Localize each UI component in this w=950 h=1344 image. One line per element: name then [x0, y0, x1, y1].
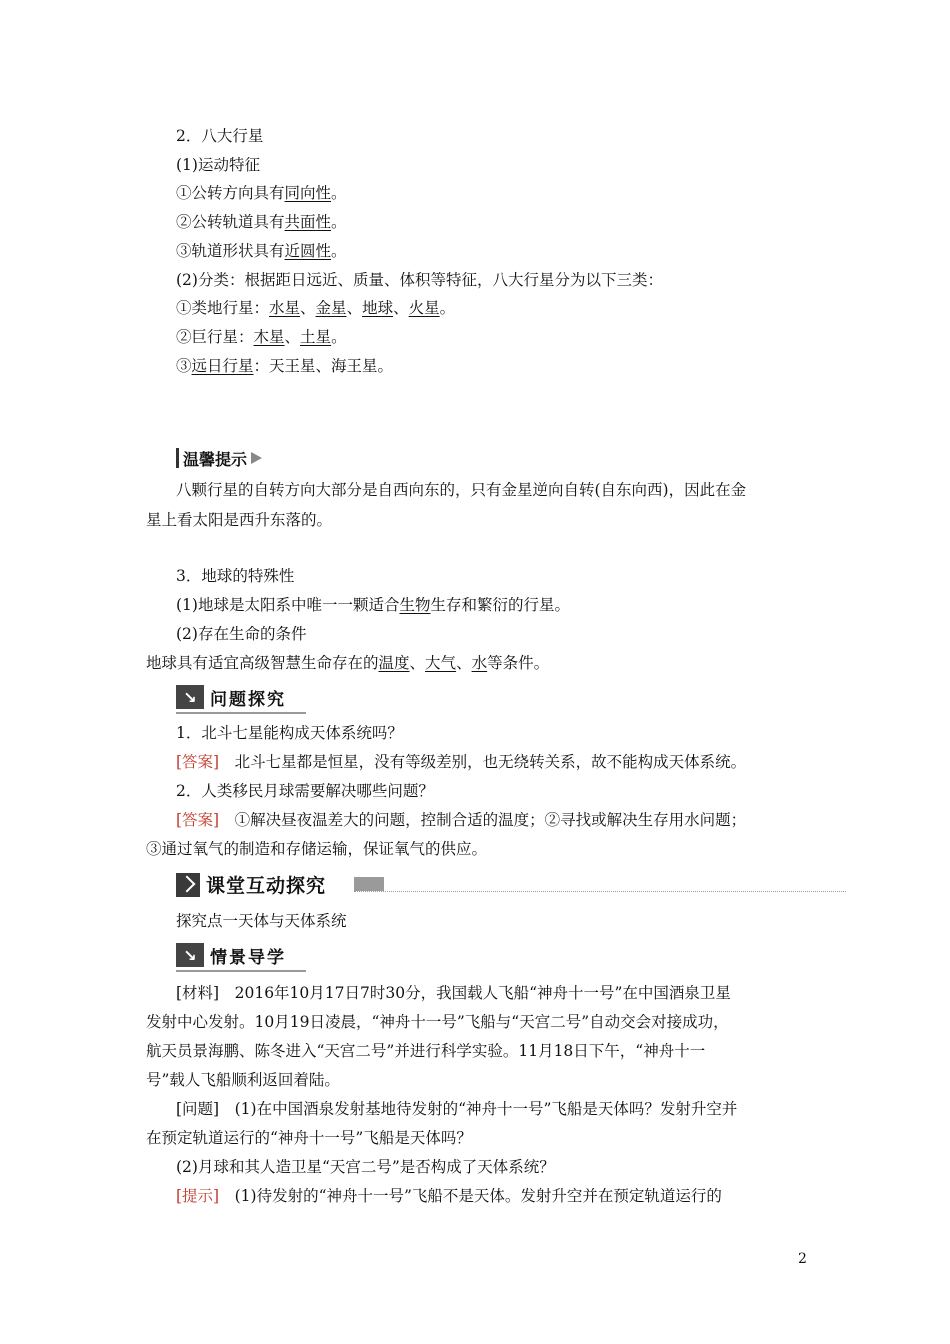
class-terrestrial: ①类地行星：水星、金星、地球、火星。 — [176, 299, 456, 317]
earth-p3: 地球具有适宜高级智慧生命存在的温度、大气、水等条件。 — [146, 654, 550, 672]
earth-p1: (1)地球是太阳系中唯一一颗适合生物生存和繁衍的行星。 — [176, 596, 570, 614]
triangle-right-icon — [251, 452, 262, 464]
tip-text-2: 星上看太阳是西升东落的。 — [146, 511, 333, 529]
material-line4: 号”载人飞船顺利返回着陆。 — [146, 1071, 340, 1089]
section-arrow-icon — [176, 873, 200, 897]
arrow-icon: ↘ — [176, 943, 204, 967]
class-giant: ②巨行星：木星、土星。 — [176, 328, 347, 346]
question-1: 1．北斗七星能构成天体系统吗？ — [176, 724, 403, 742]
hint-line1: [提示] (1)待发射的“神舟十一号”飞船不是天体。发射升空并在预定轨道运行的 — [176, 1187, 722, 1205]
question-2: 2．人类移民月球需要解决哪些问题？ — [176, 782, 434, 800]
answer-2-line1: [答案] ①解决昼夜温差大的问题，控制合适的温度；②寻找或解决生存用水问题； — [176, 811, 747, 829]
class-far: ③远日行星：天王星、海王星。 — [176, 357, 394, 375]
heading-eight-planets: 2．八大行星 — [176, 127, 264, 145]
scene-guide-header: ↘ 情景导学 — [176, 941, 286, 969]
arrow-icon: ↘ — [176, 685, 204, 709]
question-explore-header: ↘ 问题探究 — [176, 683, 286, 711]
page-number: 2 — [798, 1251, 807, 1267]
material-line1: [材料] 2016年10月17日7时30分，我国载人飞船“神舟十一号”在中国酒泉卫星 — [176, 984, 731, 1002]
motion-features: (1)运动特征 — [176, 156, 260, 174]
answer-1: [答案] 北斗七星都是恒星，没有等级差别，也无绕转关系，故不能构成天体系统。 — [176, 753, 747, 771]
tip-text-1: 八颗行星的自转方向大部分是自西向东的，只有金星逆向自转(自东向西)，因此在金 — [176, 481, 747, 499]
section-header: 课堂互动探究 — [176, 871, 846, 899]
answer-2-line2: ③通过氧气的制造和存储运输，保证氧气的供应。 — [146, 840, 488, 858]
tip-bar-icon — [176, 448, 179, 468]
feature-2: ②公转轨道具有共面性。 — [176, 213, 347, 231]
classification: (2)分类：根据距日远近、质量、体积等特征，八大行星分为以下三类： — [176, 271, 663, 289]
problem-line1: [问题] (1)在中国酒泉发射基地待发射的“神舟十一号”飞船是天体吗？发射升空并 — [176, 1100, 738, 1118]
problem-line3: (2)月球和其人造卫星“天宫二号”是否构成了天体系统？ — [176, 1158, 555, 1176]
feature-3: ③轨道形状具有近圆性。 — [176, 242, 347, 260]
problem-line2: 在预定轨道运行的“神舟十一号”飞船是天体吗？ — [146, 1129, 472, 1147]
feature-1: ①公转方向具有同向性。 — [176, 184, 347, 202]
explore-point-title: 探究点一天体与天体系统 — [176, 912, 347, 930]
tip-label: 温馨提示 — [176, 447, 262, 469]
material-line2: 发射中心发射。10月19日凌晨，“神舟十一号”飞船与“天宫二号”自动交会对接成功， — [146, 1013, 729, 1031]
heading-earth: 3．地球的特殊性 — [176, 567, 295, 585]
earth-p2: (2)存在生命的条件 — [176, 625, 307, 643]
material-line3: 航天员景海鹏、陈冬进入“天宫二号”并进行科学实验。11月18日下午，“神舟十一 — [146, 1042, 706, 1060]
